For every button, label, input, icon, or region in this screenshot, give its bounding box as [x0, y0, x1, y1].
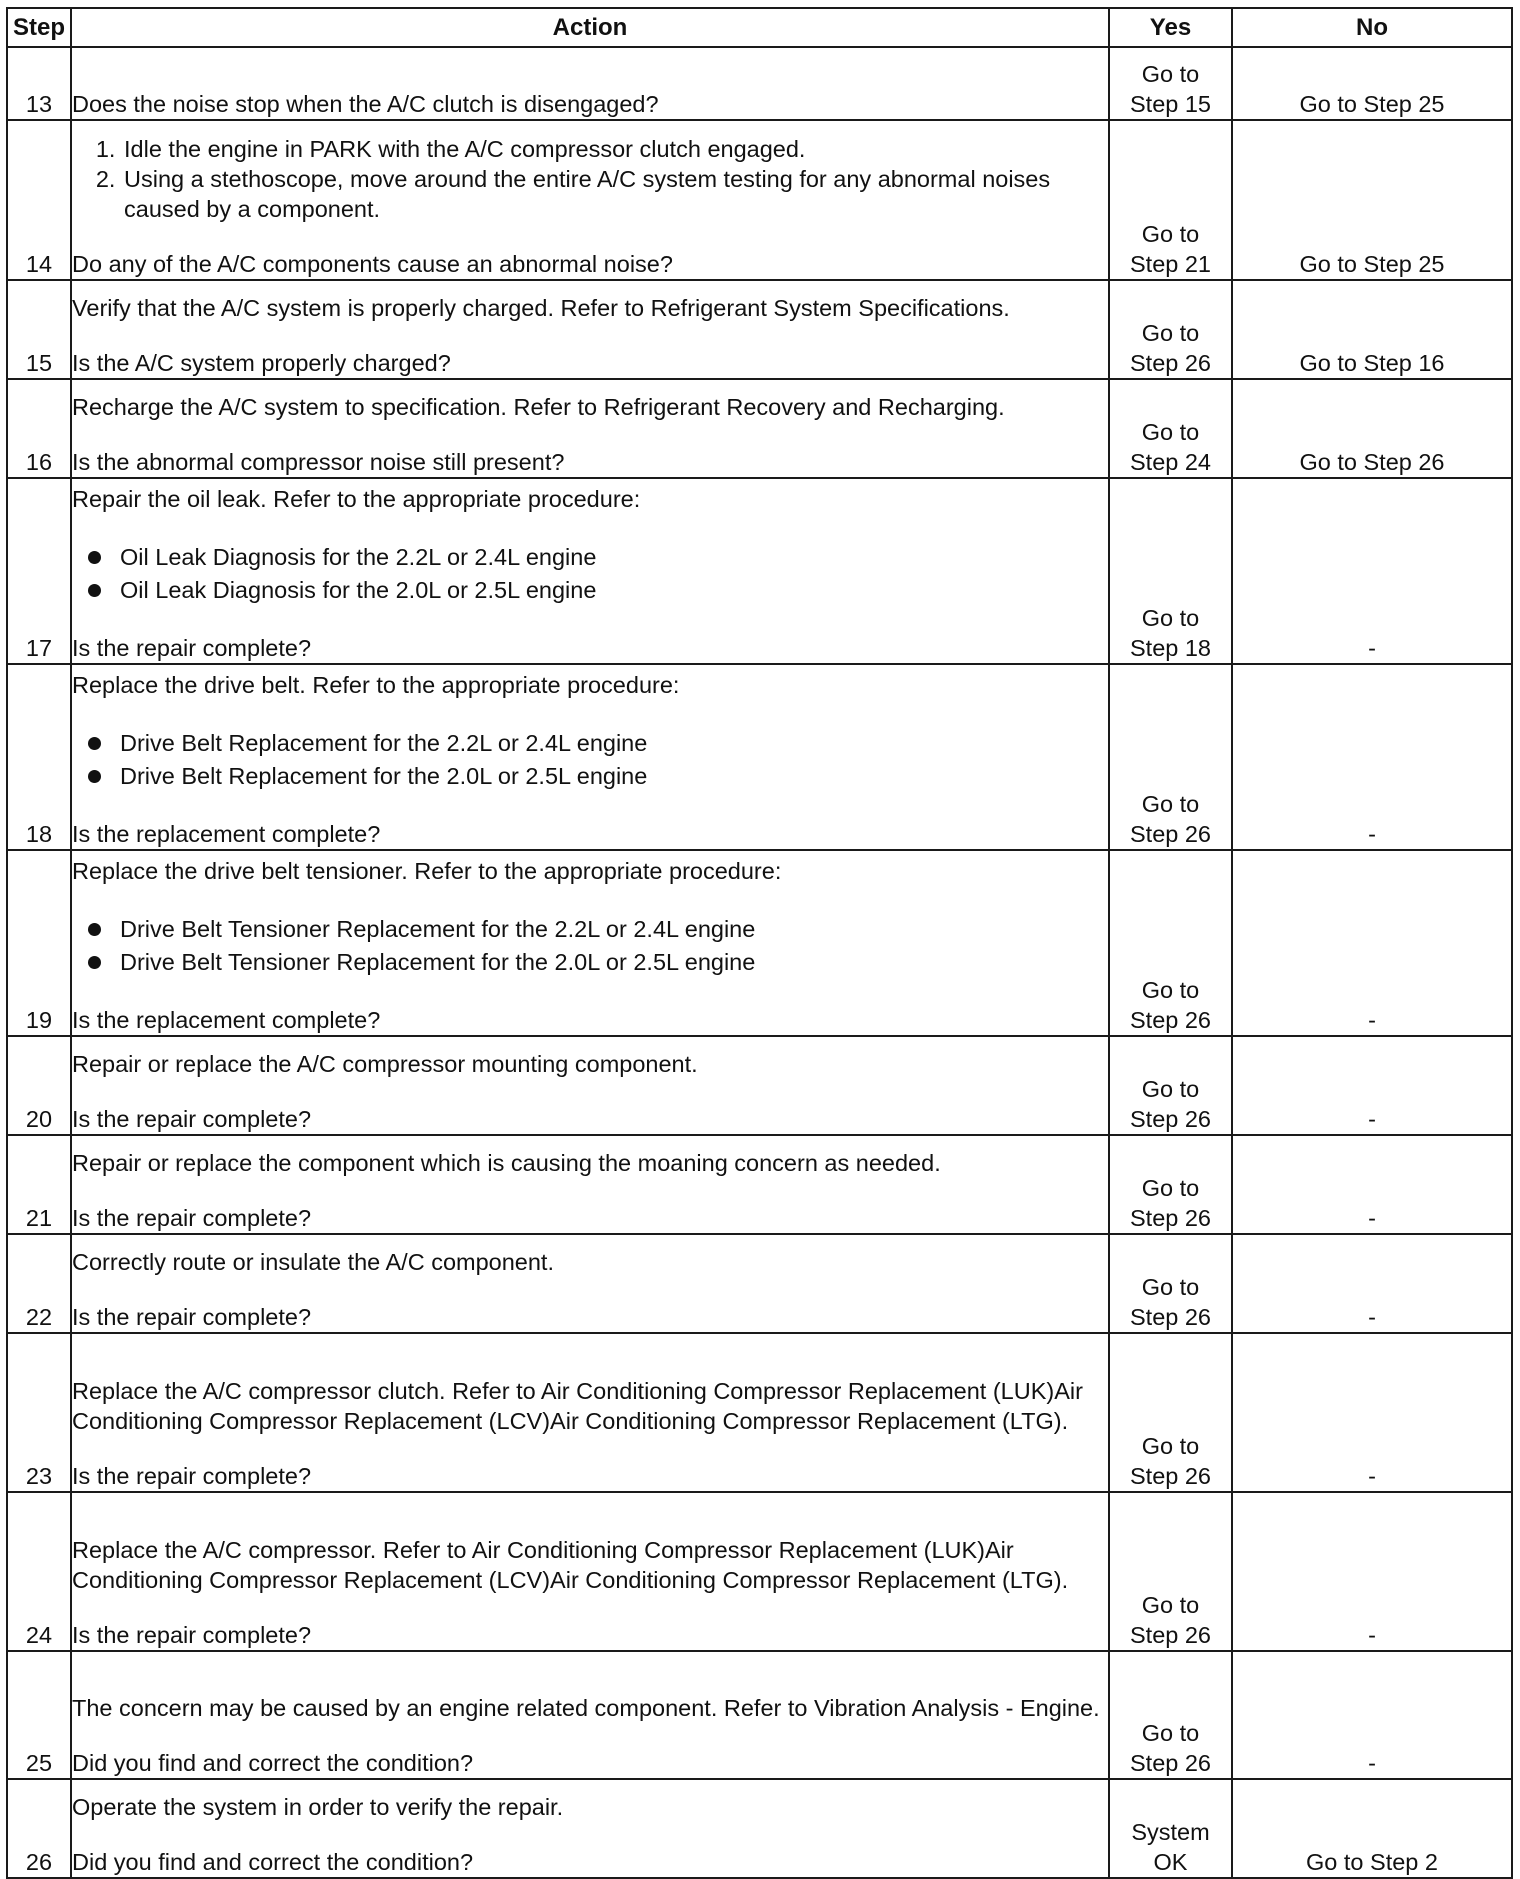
list-item-text: Drive Belt Replacement for the 2.0L or 2.5L engine: [120, 763, 648, 789]
bullet-icon: [88, 737, 101, 750]
table-row: [7, 280, 1512, 379]
yes-cell: [1109, 1234, 1232, 1333]
yes-text: Step 21: [1129, 251, 1211, 277]
yes-text: Step 26: [1129, 1463, 1211, 1489]
list-item: [88, 542, 1108, 572]
yes-cell: [1109, 1135, 1232, 1234]
no-cell: Go to Step 2: [1232, 1779, 1512, 1878]
action-text: Does the noise stop when the A/C clutch is disengaged?: [72, 91, 659, 117]
step-number: 23: [7, 1333, 71, 1492]
yes-text: Step 26: [1129, 1106, 1211, 1132]
question-text: Is the repair complete?: [72, 1463, 312, 1489]
no-cell: -: [1232, 1135, 1512, 1234]
yes-text: Go to: [1141, 977, 1200, 1003]
step-number: 13: [7, 47, 71, 120]
yes-cell: [1109, 1779, 1232, 1878]
action-cell: [71, 47, 1109, 120]
question-text: Is the repair complete?: [72, 635, 312, 661]
question-text: Is the A/C system properly charged?: [72, 350, 451, 376]
question-text: Is the replacement complete?: [72, 1007, 381, 1033]
no-cell: -: [1232, 1036, 1512, 1135]
table-row: [7, 850, 1512, 1036]
no-cell: Go to Step 25: [1232, 120, 1512, 280]
action-text: Replace the A/C compressor clutch. Refer to Air Conditioning Compressor Replacement (LUK)Air Conditioning Compressor Replacement (LCV)Air Conditioning Compressor Replacement (LTG).: [72, 1378, 1083, 1434]
no-cell: -: [1232, 1234, 1512, 1333]
step-number: 25: [7, 1651, 71, 1779]
yes-cell: [1109, 47, 1232, 120]
no-cell: -: [1232, 850, 1512, 1036]
yes-cell: [1109, 664, 1232, 850]
question-text: Is the replacement complete?: [72, 821, 381, 847]
table-row: [7, 120, 1512, 280]
yes-text: Go to: [1141, 221, 1200, 247]
no-cell: -: [1232, 664, 1512, 850]
action-cell: [71, 1036, 1109, 1135]
list-item: [88, 575, 1108, 605]
list-item-text: Oil Leak Diagnosis for the 2.2L or 2.4L engine: [120, 544, 597, 570]
header-no: No: [1232, 8, 1512, 47]
step-number: 19: [7, 850, 71, 1036]
no-cell: -: [1232, 1651, 1512, 1779]
list-item-text: Drive Belt Tensioner Replacement for the 2.0L or 2.5L engine: [120, 949, 756, 975]
action-cell: [71, 478, 1109, 664]
list-item: 1. Idle the engine in PARK with the A/C compressor clutch engaged.: [122, 134, 1108, 164]
header-yes: Yes: [1109, 8, 1232, 47]
action-cell: [71, 120, 1109, 280]
diagnostic-table: [6, 7, 1513, 1879]
yes-cell: [1109, 120, 1232, 280]
header-step: Step: [7, 8, 71, 47]
action-text: Correctly route or insulate the A/C component.: [72, 1249, 554, 1275]
table-row: [7, 478, 1512, 664]
yes-text: Go to: [1141, 791, 1200, 817]
list-item: [88, 728, 1108, 758]
step-number: 24: [7, 1492, 71, 1651]
yes-cell: [1109, 850, 1232, 1036]
yes-text: Step 18: [1129, 635, 1211, 661]
yes-text: Go to: [1141, 1175, 1200, 1201]
action-cell: [71, 1779, 1109, 1878]
yes-text: Step 26: [1129, 821, 1211, 847]
table-row: [7, 47, 1512, 120]
yes-text: Go to: [1141, 1592, 1200, 1618]
list-item: [88, 761, 1108, 791]
yes-text: OK: [1153, 1849, 1188, 1875]
step-number: 17: [7, 478, 71, 664]
step-number: 14: [7, 120, 71, 280]
yes-cell: [1109, 1651, 1232, 1779]
action-text: Verify that the A/C system is properly charged. Refer to Refrigerant System Specifications.: [72, 295, 1010, 321]
list-item: [88, 947, 1108, 977]
action-text: Replace the A/C compressor. Refer to Air Conditioning Compressor Replacement (LUK)Air Conditioning Compressor Replacement (LCV)Air Conditioning Compressor Replacement (LTG).: [72, 1537, 1069, 1593]
bullet-list: [72, 542, 1108, 605]
action-text: Replace the drive belt tensioner. Refer to the appropriate procedure:: [72, 858, 782, 884]
table-row: [7, 1135, 1512, 1234]
no-cell: Go to Step 16: [1232, 280, 1512, 379]
yes-text: Go to: [1141, 1433, 1200, 1459]
table-row: [7, 664, 1512, 850]
yes-text: Go to: [1141, 1720, 1200, 1746]
list-item: [88, 914, 1108, 944]
table-row: [7, 1492, 1512, 1651]
no-cell: Go to Step 25: [1232, 47, 1512, 120]
action-text: Replace the drive belt. Refer to the appropriate procedure:: [72, 672, 680, 698]
action-cell: [71, 850, 1109, 1036]
action-cell: [71, 379, 1109, 478]
step-number: 18: [7, 664, 71, 850]
yes-cell: [1109, 1333, 1232, 1492]
action-text: Repair the oil leak. Refer to the appropriate procedure:: [72, 486, 641, 512]
yes-cell: [1109, 1492, 1232, 1651]
yes-text: Go to: [1141, 1076, 1200, 1102]
bullet-icon: [88, 956, 101, 969]
yes-text: System: [1131, 1819, 1210, 1845]
action-text: Operate the system in order to verify the repair.: [72, 1794, 564, 1820]
table-row: [7, 1036, 1512, 1135]
yes-text: Step 26: [1129, 1007, 1211, 1033]
yes-cell: [1109, 280, 1232, 379]
action-cell: [71, 1492, 1109, 1651]
list-item-text: Oil Leak Diagnosis for the 2.0L or 2.5L engine: [120, 577, 597, 603]
question-text: Do any of the A/C components cause an abnormal noise?: [72, 251, 673, 277]
step-number: 22: [7, 1234, 71, 1333]
action-text: The concern may be caused by an engine related component. Refer to Vibration Analysis - Engine.: [72, 1695, 1100, 1721]
yes-text: Step 26: [1129, 1304, 1211, 1330]
action-cell: [71, 1234, 1109, 1333]
yes-text: Step 26: [1129, 1622, 1211, 1648]
question-text: Did you find and correct the condition?: [72, 1750, 474, 1776]
table-row: [7, 1234, 1512, 1333]
no-cell: -: [1232, 1492, 1512, 1651]
yes-text: Go to: [1141, 605, 1200, 631]
list-item: 2. Using a stethoscope, move around the entire A/C system testing for any abnormal noises caused by a component.: [122, 164, 1108, 224]
table-row: [7, 1651, 1512, 1779]
table-row: [7, 1333, 1512, 1492]
action-cell: [71, 1135, 1109, 1234]
bullet-list: [72, 728, 1108, 791]
question-text: Is the abnormal compressor noise still present?: [72, 449, 565, 475]
bullet-icon: [88, 551, 101, 564]
header-action: Action: [71, 8, 1109, 47]
yes-cell: [1109, 1036, 1232, 1135]
no-cell: -: [1232, 478, 1512, 664]
bullet-icon: [88, 770, 101, 783]
yes-text: Step 26: [1129, 1750, 1211, 1776]
question-text: Is the repair complete?: [72, 1622, 312, 1648]
no-cell: Go to Step 26: [1232, 379, 1512, 478]
yes-text: Step 15: [1129, 91, 1211, 117]
no-cell: -: [1232, 1333, 1512, 1492]
list-item-text: Drive Belt Replacement for the 2.2L or 2.4L engine: [120, 730, 648, 756]
question-text: Is the repair complete?: [72, 1106, 312, 1132]
action-cell: [71, 1333, 1109, 1492]
table-row: [7, 379, 1512, 478]
yes-cell: [1109, 379, 1232, 478]
action-text: Recharge the A/C system to specification. Refer to Refrigerant Recovery and Recharging.: [72, 394, 1005, 420]
yes-text: Step 26: [1129, 350, 1211, 376]
step-number: 15: [7, 280, 71, 379]
yes-text: Go to: [1141, 320, 1200, 346]
table-row: [7, 1779, 1512, 1878]
question-text: Is the repair complete?: [72, 1304, 312, 1330]
numbered-list: [72, 134, 1108, 224]
question-text: Is the repair complete?: [72, 1205, 312, 1231]
action-cell: [71, 664, 1109, 850]
action-text: Repair or replace the component which is causing the moaning concern as needed.: [72, 1150, 941, 1176]
action-cell: [71, 1651, 1109, 1779]
header-row: [7, 8, 1512, 47]
list-item-text: Drive Belt Tensioner Replacement for the 2.2L or 2.4L engine: [120, 916, 756, 942]
step-number: 21: [7, 1135, 71, 1234]
action-cell: [71, 280, 1109, 379]
bullet-icon: [88, 584, 101, 597]
bullet-icon: [88, 923, 101, 936]
step-number: 16: [7, 379, 71, 478]
yes-text: Step 24: [1129, 449, 1211, 475]
yes-cell: [1109, 478, 1232, 664]
yes-text: Go to: [1141, 1274, 1200, 1300]
action-text: Repair or replace the A/C compressor mounting component.: [72, 1051, 698, 1077]
step-number: 26: [7, 1779, 71, 1878]
yes-text: Step 26: [1129, 1205, 1211, 1231]
question-text: Did you find and correct the condition?: [72, 1849, 474, 1875]
yes-text: Go to: [1141, 419, 1200, 445]
step-number: 20: [7, 1036, 71, 1135]
yes-text: Go to: [1141, 61, 1200, 87]
bullet-list: [72, 914, 1108, 977]
